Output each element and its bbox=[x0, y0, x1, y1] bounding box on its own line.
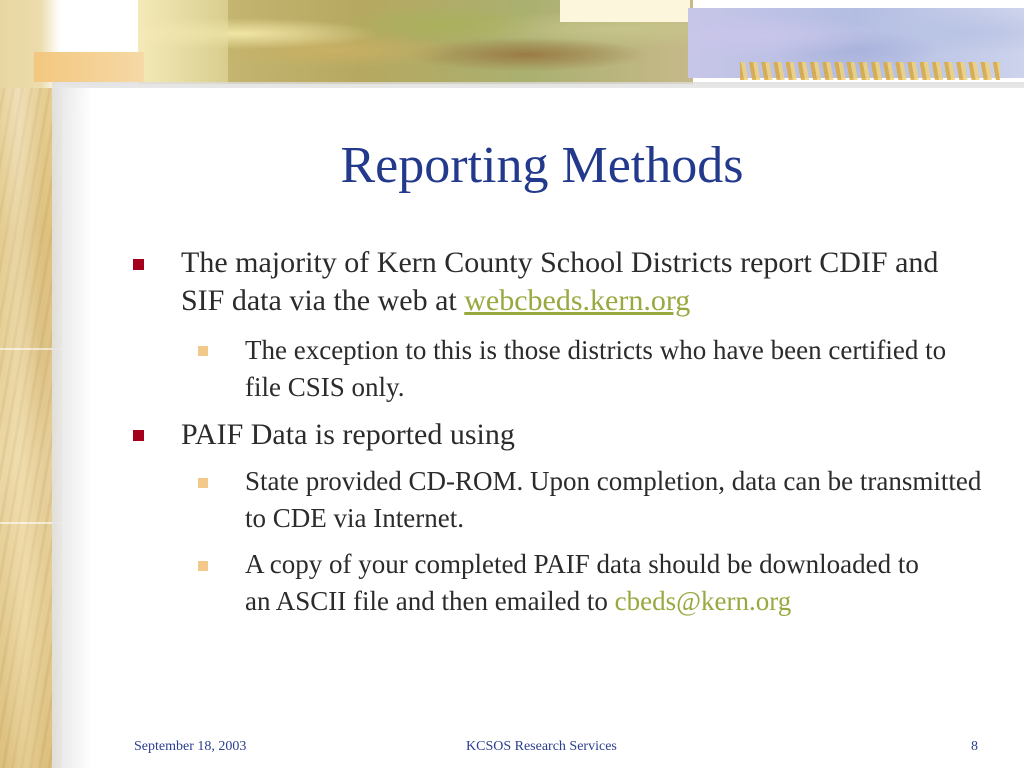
bullet-text: The majority of Kern County School Districts report CDIF and SIF data via the web at bbox=[181, 246, 939, 317]
sub-bullet-marker bbox=[198, 561, 208, 571]
footer-date: September 18, 2003 bbox=[134, 739, 247, 754]
sub-bullet-marker bbox=[198, 346, 208, 356]
footer-page-number: 8 bbox=[971, 739, 978, 754]
sub-bullet-text: A copy of your completed PAIF data should be downloaded to an ASCII file and then emailed to bbox=[245, 549, 919, 616]
sub-bullet-marker bbox=[198, 478, 208, 488]
sub-bullet-item bbox=[245, 463, 985, 537]
sub-bullet-text: The exception to this is those districts who have been certified to file CSIS only. bbox=[245, 335, 947, 402]
footer-organization: KCSOS Research Services bbox=[466, 739, 617, 754]
bullet-text: PAIF Data is reported using bbox=[181, 418, 515, 451]
bullet-item bbox=[181, 416, 981, 454]
web-link[interactable]: webcbeds.kern.org bbox=[464, 284, 691, 317]
bullet-marker bbox=[133, 430, 144, 441]
email-link[interactable]: cbeds@kern.org bbox=[614, 586, 792, 616]
slide-title: Reporting Methods bbox=[340, 137, 744, 194]
bullet-marker bbox=[133, 259, 144, 270]
sub-bullet-item bbox=[245, 546, 945, 620]
sub-bullet-text: State provided CD-ROM. Upon completion, data can be transmitted to CDE via Internet. bbox=[245, 466, 982, 533]
bullet-item bbox=[181, 244, 981, 320]
sub-bullet-item bbox=[245, 332, 985, 406]
